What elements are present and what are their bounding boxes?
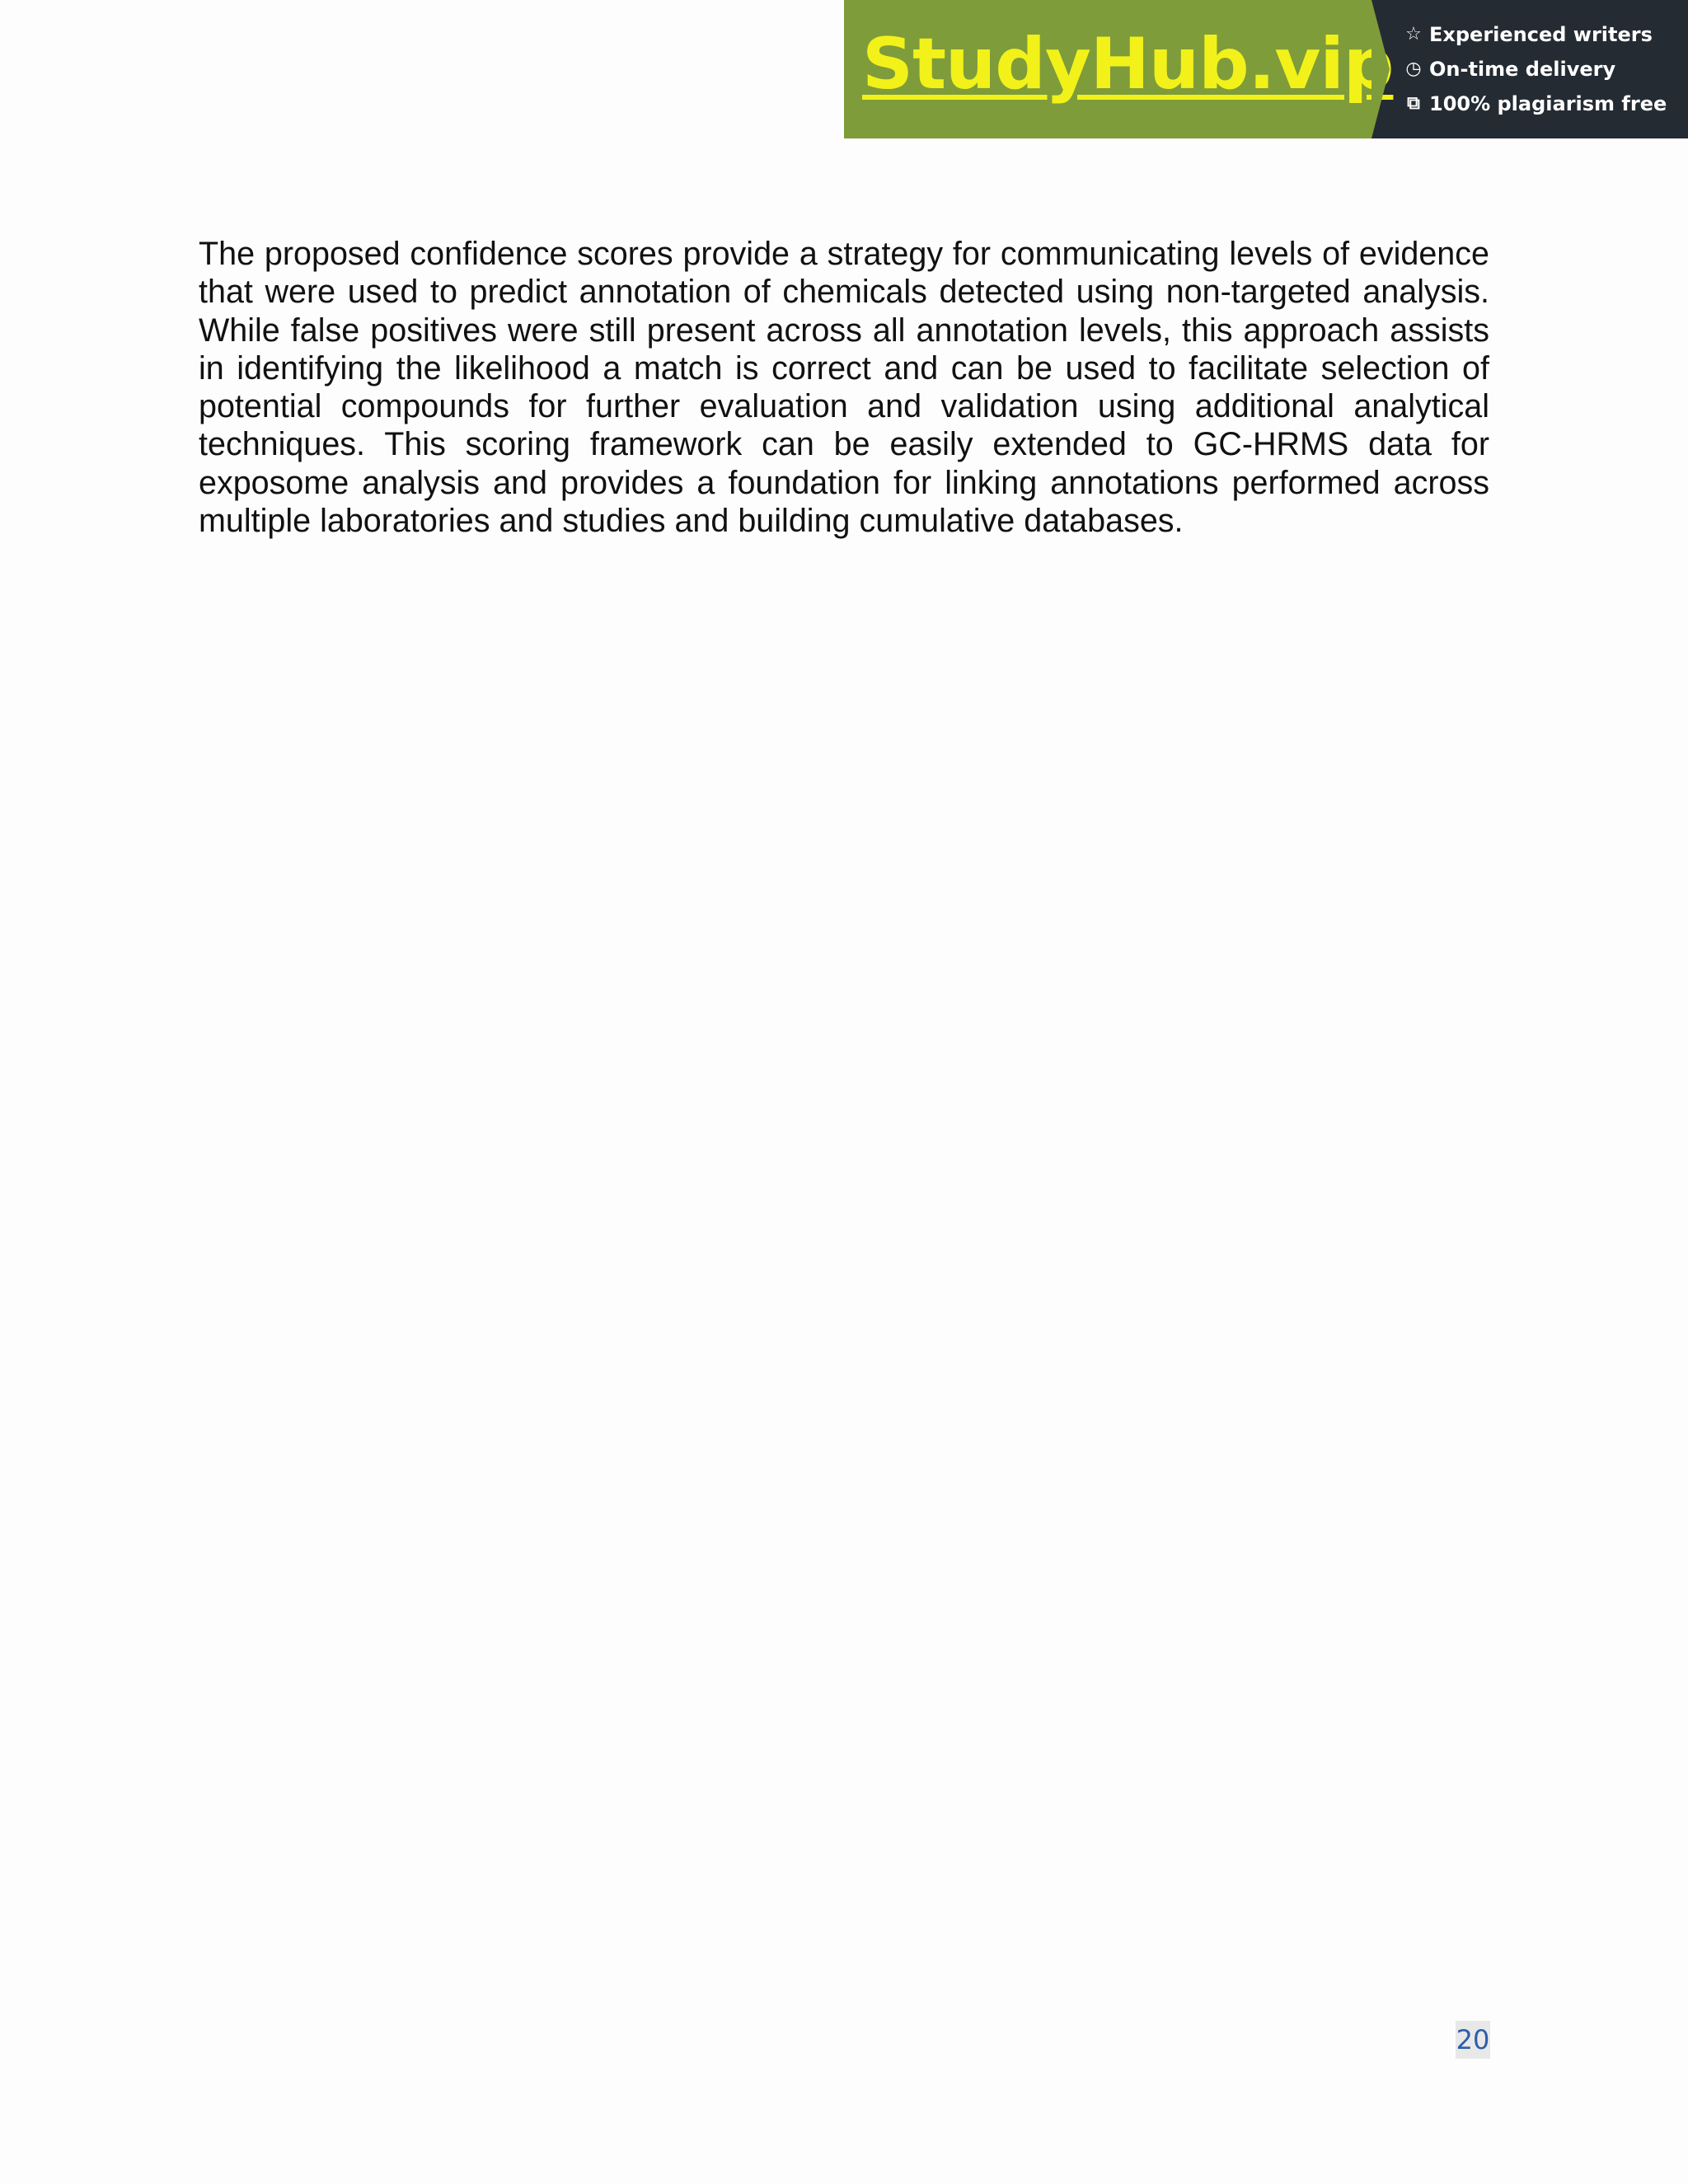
feature-label: On-time delivery [1429, 58, 1616, 81]
page-number: 20 [1456, 2021, 1490, 2059]
banner-arrow-shape [1372, 0, 1390, 138]
copy-icon: ⧉ [1407, 93, 1420, 114]
body-paragraph: The proposed confidence scores provide a strategy for communicating levels of evidence that were used to predict annotation of chemicals detected using non-targeted analysis. While false positives were still present across all annotation levels, this approach assists in identifying the likelihood a match is correct and can be used to facilitate selection of potential compounds for further evaluation and validation using additional analytical techniques. This scoring framework can be easily extended to GC-HRMS data for exposome analysis and provides a foundation for linking annotations performed across multiple laboratories and studies and building cumulative databases. [199, 236, 1489, 540]
feature-experienced-writers [1403, 20, 1688, 49]
feature-label: Experienced writers [1429, 23, 1653, 46]
clock-icon: ◷ [1405, 59, 1422, 79]
feature-plagiarism-free [1403, 89, 1688, 119]
banner-logo-text[interactable]: StudyHub.vip [862, 23, 1394, 105]
studyhub-banner[interactable] [844, 0, 1688, 138]
banner-features-list [1372, 0, 1688, 138]
feature-on-time-delivery [1403, 54, 1688, 84]
banner-logo[interactable] [844, 0, 1394, 138]
star-icon: ☆ [1405, 24, 1422, 45]
feature-label: 100% plagiarism free [1429, 92, 1667, 115]
